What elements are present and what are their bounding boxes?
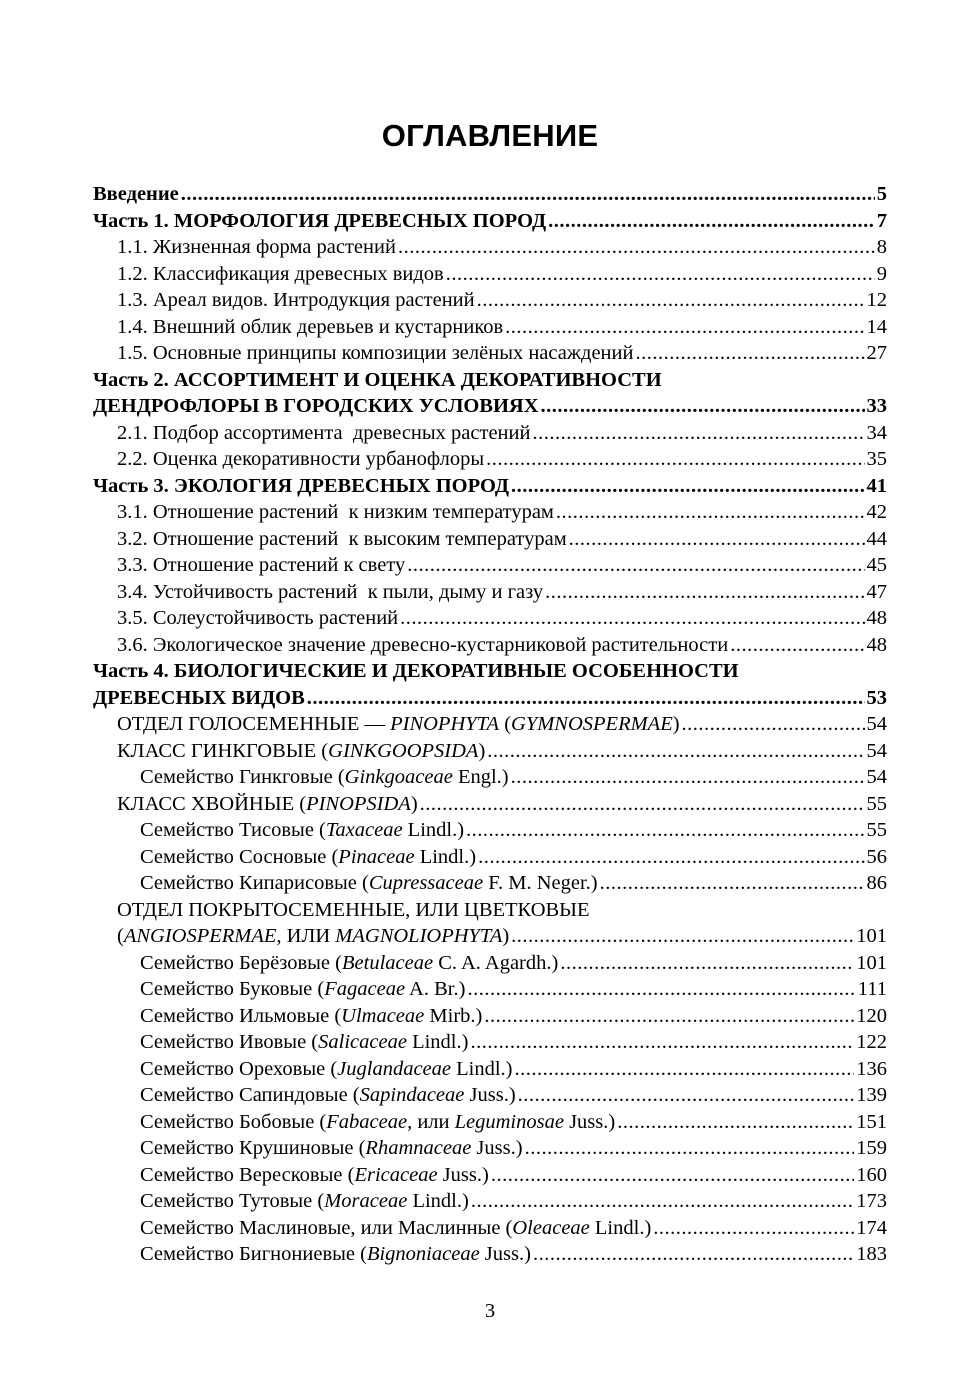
toc-label: 3.3. Отношение растений к свету	[117, 554, 406, 576]
dot-leader	[635, 340, 864, 367]
dot-leader	[398, 234, 875, 261]
dot-leader	[533, 1241, 854, 1268]
toc-label: 3.4. Устойчивость растений к пыли, дыму и газу	[117, 580, 544, 603]
toc-page-number: 47	[866, 580, 887, 603]
dot-leader	[470, 1029, 854, 1056]
toc-entry-cupressaceae[interactable]	[93, 870, 887, 897]
toc-page-number: 45	[866, 554, 887, 576]
toc-label: Семейство Вересковые (Ericaceae Juss.)	[140, 1163, 489, 1186]
toc-page-number: 55	[866, 819, 887, 841]
toc-label: 1.5. Основные принципы композиции зелёных насаждений	[117, 342, 634, 364]
toc-page-number: 136	[856, 1057, 887, 1080]
toc-page-number: 33	[866, 395, 887, 417]
toc-label: 3.1. Отношение растений к низким температурам	[117, 501, 554, 523]
dot-leader	[407, 552, 864, 579]
toc-page-number: 183	[856, 1243, 887, 1265]
dot-leader	[420, 791, 865, 818]
toc-page-number: 101	[856, 925, 887, 947]
toc-page-number: 111	[857, 978, 887, 1000]
dot-leader	[556, 499, 865, 526]
toc-label: Семейство Маслиновые, или Маслинные (Oleaceae Lindl.)	[140, 1216, 652, 1239]
toc-entry-fabaceae[interactable]	[93, 1109, 887, 1136]
toc-entry-ericaceae[interactable]	[93, 1162, 887, 1189]
toc-entry-betulaceae[interactable]	[93, 950, 887, 977]
toc-entry-bignoniaceae[interactable]	[93, 1241, 887, 1268]
dot-leader	[446, 261, 875, 288]
toc-page-number: 7	[876, 209, 887, 232]
toc-page-number: 174	[856, 1216, 887, 1239]
toc-label: 3.2. Отношение растений к высоким температурам	[117, 527, 567, 550]
toc-entry-section-2-1[interactable]	[93, 420, 887, 447]
toc-entry-moraceae[interactable]	[93, 1188, 887, 1215]
toc-page-number: 159	[856, 1137, 887, 1159]
toc-label: Семейство Буковые (Fagaceae A. Br.)	[140, 978, 466, 1000]
toc-entry-section-3-3[interactable]	[93, 552, 887, 579]
toc-label: Семейство Бобовые (Fabaceae, или Leguminosae Juss.)	[140, 1110, 616, 1133]
toc-page-number: 53	[866, 686, 887, 709]
toc-entry-sapindaceae[interactable]	[93, 1082, 887, 1109]
toc-entry-pinaceae[interactable]	[93, 844, 887, 871]
dot-leader	[560, 950, 854, 977]
toc-entry-part4[interactable]	[93, 685, 887, 712]
toc-label: Семейство Сапиндовые (Sapindaceae Juss.)	[140, 1084, 516, 1106]
toc-page-number: 54	[866, 713, 887, 735]
dot-leader	[511, 764, 865, 791]
toc-label: 1.3. Ареал видов. Интродукция растений	[117, 289, 475, 311]
toc-entry-taxaceae[interactable]	[93, 817, 887, 844]
dot-leader	[471, 1188, 854, 1215]
toc-label: Семейство Тисовые (Taxaceae Lindl.)	[140, 819, 465, 841]
toc-label: Семейство Крушиновые (Rhamnaceae Juss.)	[140, 1137, 523, 1159]
dot-leader	[515, 1056, 855, 1083]
dot-leader	[541, 393, 865, 420]
toc-page-number: 48	[866, 633, 887, 656]
dot-leader	[518, 1082, 855, 1109]
dot-leader	[486, 446, 864, 473]
toc-entry-ulmaceae[interactable]	[93, 1003, 887, 1030]
toc-label: Семейство Тутовые (Moraceae Lindl.)	[140, 1190, 469, 1212]
toc-page-number: 56	[866, 845, 887, 868]
dot-leader	[653, 1215, 854, 1242]
toc-page-number: 41	[866, 474, 887, 497]
toc-page-number: 173	[856, 1190, 887, 1212]
toc-entry-oleaceae[interactable]	[93, 1215, 887, 1242]
toc-entry-part4-line1[interactable]: Часть 4. БИОЛОГИЧЕСКИЕ И ДЕКОРАТИВНЫЕ ОСОБЕННОСТИ	[93, 660, 739, 682]
toc-entry-section-3-6[interactable]	[93, 632, 887, 659]
toc-label: 1.2. Классификация древесных видов	[117, 262, 444, 285]
toc-entry-part2-line1[interactable]: Часть 2. АССОРТИМЕНТ И ОЦЕНКА ДЕКОРАТИВНОСТИ	[93, 368, 662, 391]
toc-entry-part1[interactable]	[93, 208, 887, 235]
toc-label: (ANGIOSPERMAE, ИЛИ MAGNOLIOPHYTA)	[117, 925, 510, 947]
toc-label: 2.1. Подбор ассортимента древесных растений	[117, 421, 531, 444]
toc-label: ОТДЕЛ ГОЛОСЕМЕННЫЕ — PINOPHYTA (GYMNOSPERMAE)	[117, 713, 680, 735]
toc-entry-part3[interactable]	[93, 473, 887, 500]
dot-leader	[548, 208, 875, 235]
toc-label: 2.2. Оценка декоративности урбанофлоры	[117, 448, 485, 470]
toc-label: Семейство Бигнониевые (Bignoniaceae Juss.)	[140, 1243, 531, 1265]
dot-leader	[467, 976, 855, 1003]
toc-page-number: 120	[856, 1004, 887, 1027]
toc-label: 1.4. Внешний облик деревьев и кустарников	[117, 315, 504, 338]
toc-page-number: 8	[876, 236, 887, 258]
dot-leader	[511, 923, 854, 950]
toc-entry-intro[interactable]	[93, 181, 887, 208]
page-number: 3	[484, 1300, 496, 1322]
toc-page-number: 54	[866, 766, 887, 788]
dot-leader	[466, 817, 864, 844]
toc-label: 3.5. Солеустойчивость растений	[117, 607, 399, 629]
toc-label: Семейство Ивовые (Salicaceae Lindl.)	[140, 1031, 469, 1053]
dot-leader	[487, 738, 864, 765]
toc-label: Введение	[93, 183, 179, 205]
toc-label: Семейство Кипарисовые (Cupressaceae F. M. Neger.)	[140, 872, 598, 894]
dot-leader	[478, 844, 864, 871]
table-of-contents	[93, 181, 887, 1268]
toc-entry-part2[interactable]	[93, 393, 887, 420]
dot-leader	[307, 685, 865, 712]
toc-label: 1.1. Жизненная форма растений	[117, 236, 396, 258]
dot-leader	[525, 1135, 855, 1162]
dot-leader	[617, 1109, 854, 1136]
toc-label: 3.6. Экологическое значение древесно-кустарниковой растительности	[117, 633, 729, 656]
toc-entry-gymnosperms[interactable]	[93, 711, 887, 738]
dot-leader	[511, 473, 864, 500]
toc-page-number: 160	[856, 1163, 887, 1186]
toc-page-number: 5	[876, 183, 887, 205]
toc-page-number: 34	[866, 421, 887, 444]
toc-entry-conifer-class[interactable]	[93, 791, 887, 818]
toc-page-number: 55	[866, 792, 887, 815]
dot-leader	[400, 605, 864, 632]
toc-entry-juglandaceae[interactable]	[93, 1056, 887, 1083]
dot-leader	[569, 526, 865, 553]
toc-label: Семейство Гинкговые (Ginkgoaceae Engl.)	[140, 766, 509, 788]
toc-entry-rhamnaceae[interactable]	[93, 1135, 887, 1162]
toc-label: КЛАСС ГИНКГОВЫЕ (GINKGOOPSIDA)	[117, 739, 486, 762]
dot-leader	[600, 870, 865, 897]
toc-page-number: 35	[866, 448, 887, 470]
toc-entry-section-1-4[interactable]	[93, 314, 887, 341]
toc-label: Семейство Ореховые (Juglandaceae Lindl.)	[140, 1057, 513, 1080]
toc-entry-salicaceae[interactable]	[93, 1029, 887, 1056]
toc-page-number: 48	[866, 607, 887, 629]
dot-leader	[491, 1162, 854, 1189]
toc-label: КЛАСС ХВОЙНЫЕ (PINOPSIDA)	[117, 792, 418, 815]
toc-entry-section-1-3[interactable]	[93, 287, 887, 314]
toc-entry-section-3-5[interactable]	[93, 605, 887, 632]
toc-label: ДЕНДРОФЛОРЫ В ГОРОДСКИХ УСЛОВИЯХ	[93, 395, 539, 417]
dot-leader	[477, 287, 865, 314]
toc-page-number: 139	[856, 1084, 887, 1106]
dot-leader	[545, 579, 864, 606]
dot-leader	[730, 632, 864, 659]
toc-label: Часть 1. МОРФОЛОГИЯ ДРЕВЕСНЫХ ПОРОД	[93, 209, 547, 232]
toc-page-number: 42	[866, 501, 887, 523]
toc-entry-section-2-2[interactable]	[93, 446, 887, 473]
toc-entry-section-1-5[interactable]	[93, 340, 887, 367]
dot-leader	[505, 314, 864, 341]
dot-leader	[682, 711, 865, 738]
toc-label: ДРЕВЕСНЫХ ВИДОВ	[93, 686, 305, 709]
toc-label: Семейство Сосновые (Pinaceae Lindl.)	[140, 845, 477, 868]
toc-page-number: 14	[866, 315, 887, 338]
toc-entry-angiosperms[interactable]	[93, 923, 887, 950]
toc-entry-section-1-1[interactable]	[93, 234, 887, 261]
toc-page-number: 27	[866, 342, 887, 364]
toc-page-number: 86	[866, 872, 887, 894]
toc-page-number: 54	[866, 739, 887, 762]
dot-leader	[532, 420, 864, 447]
toc-label: Семейство Ильмовые (Ulmaceae Mirb.)	[140, 1004, 483, 1027]
toc-entry-angiosperms-line1[interactable]: ОТДЕЛ ПОКРЫТОСЕМЕННЫЕ, ИЛИ ЦВЕТКОВЫЕ	[117, 898, 590, 921]
toc-entry-section-3-1[interactable]	[93, 499, 887, 526]
toc-entry-section-3-4[interactable]	[93, 579, 887, 606]
page-title: ОГЛАВЛЕНИЕ	[381, 118, 599, 153]
toc-page-number: 9	[876, 262, 887, 285]
toc-page-number: 101	[856, 951, 887, 974]
toc-entry-fagaceae[interactable]	[93, 976, 887, 1003]
toc-page-number: 44	[866, 527, 887, 550]
dot-leader	[181, 181, 875, 208]
toc-page-number: 151	[856, 1110, 887, 1133]
toc-label: Часть 3. ЭКОЛОГИЯ ДРЕВЕСНЫХ ПОРОД	[93, 474, 510, 497]
dot-leader	[484, 1003, 854, 1030]
toc-label: Семейство Берёзовые (Betulaceae C. A. Agardh.)	[140, 951, 559, 974]
toc-entry-ginkgo-class[interactable]	[93, 738, 887, 765]
toc-entry-section-3-2[interactable]	[93, 526, 887, 553]
toc-page-number: 122	[856, 1031, 887, 1053]
toc-page-number: 12	[866, 289, 887, 311]
toc-entry-ginkgo-family[interactable]	[93, 764, 887, 791]
toc-entry-section-1-2[interactable]	[93, 261, 887, 288]
